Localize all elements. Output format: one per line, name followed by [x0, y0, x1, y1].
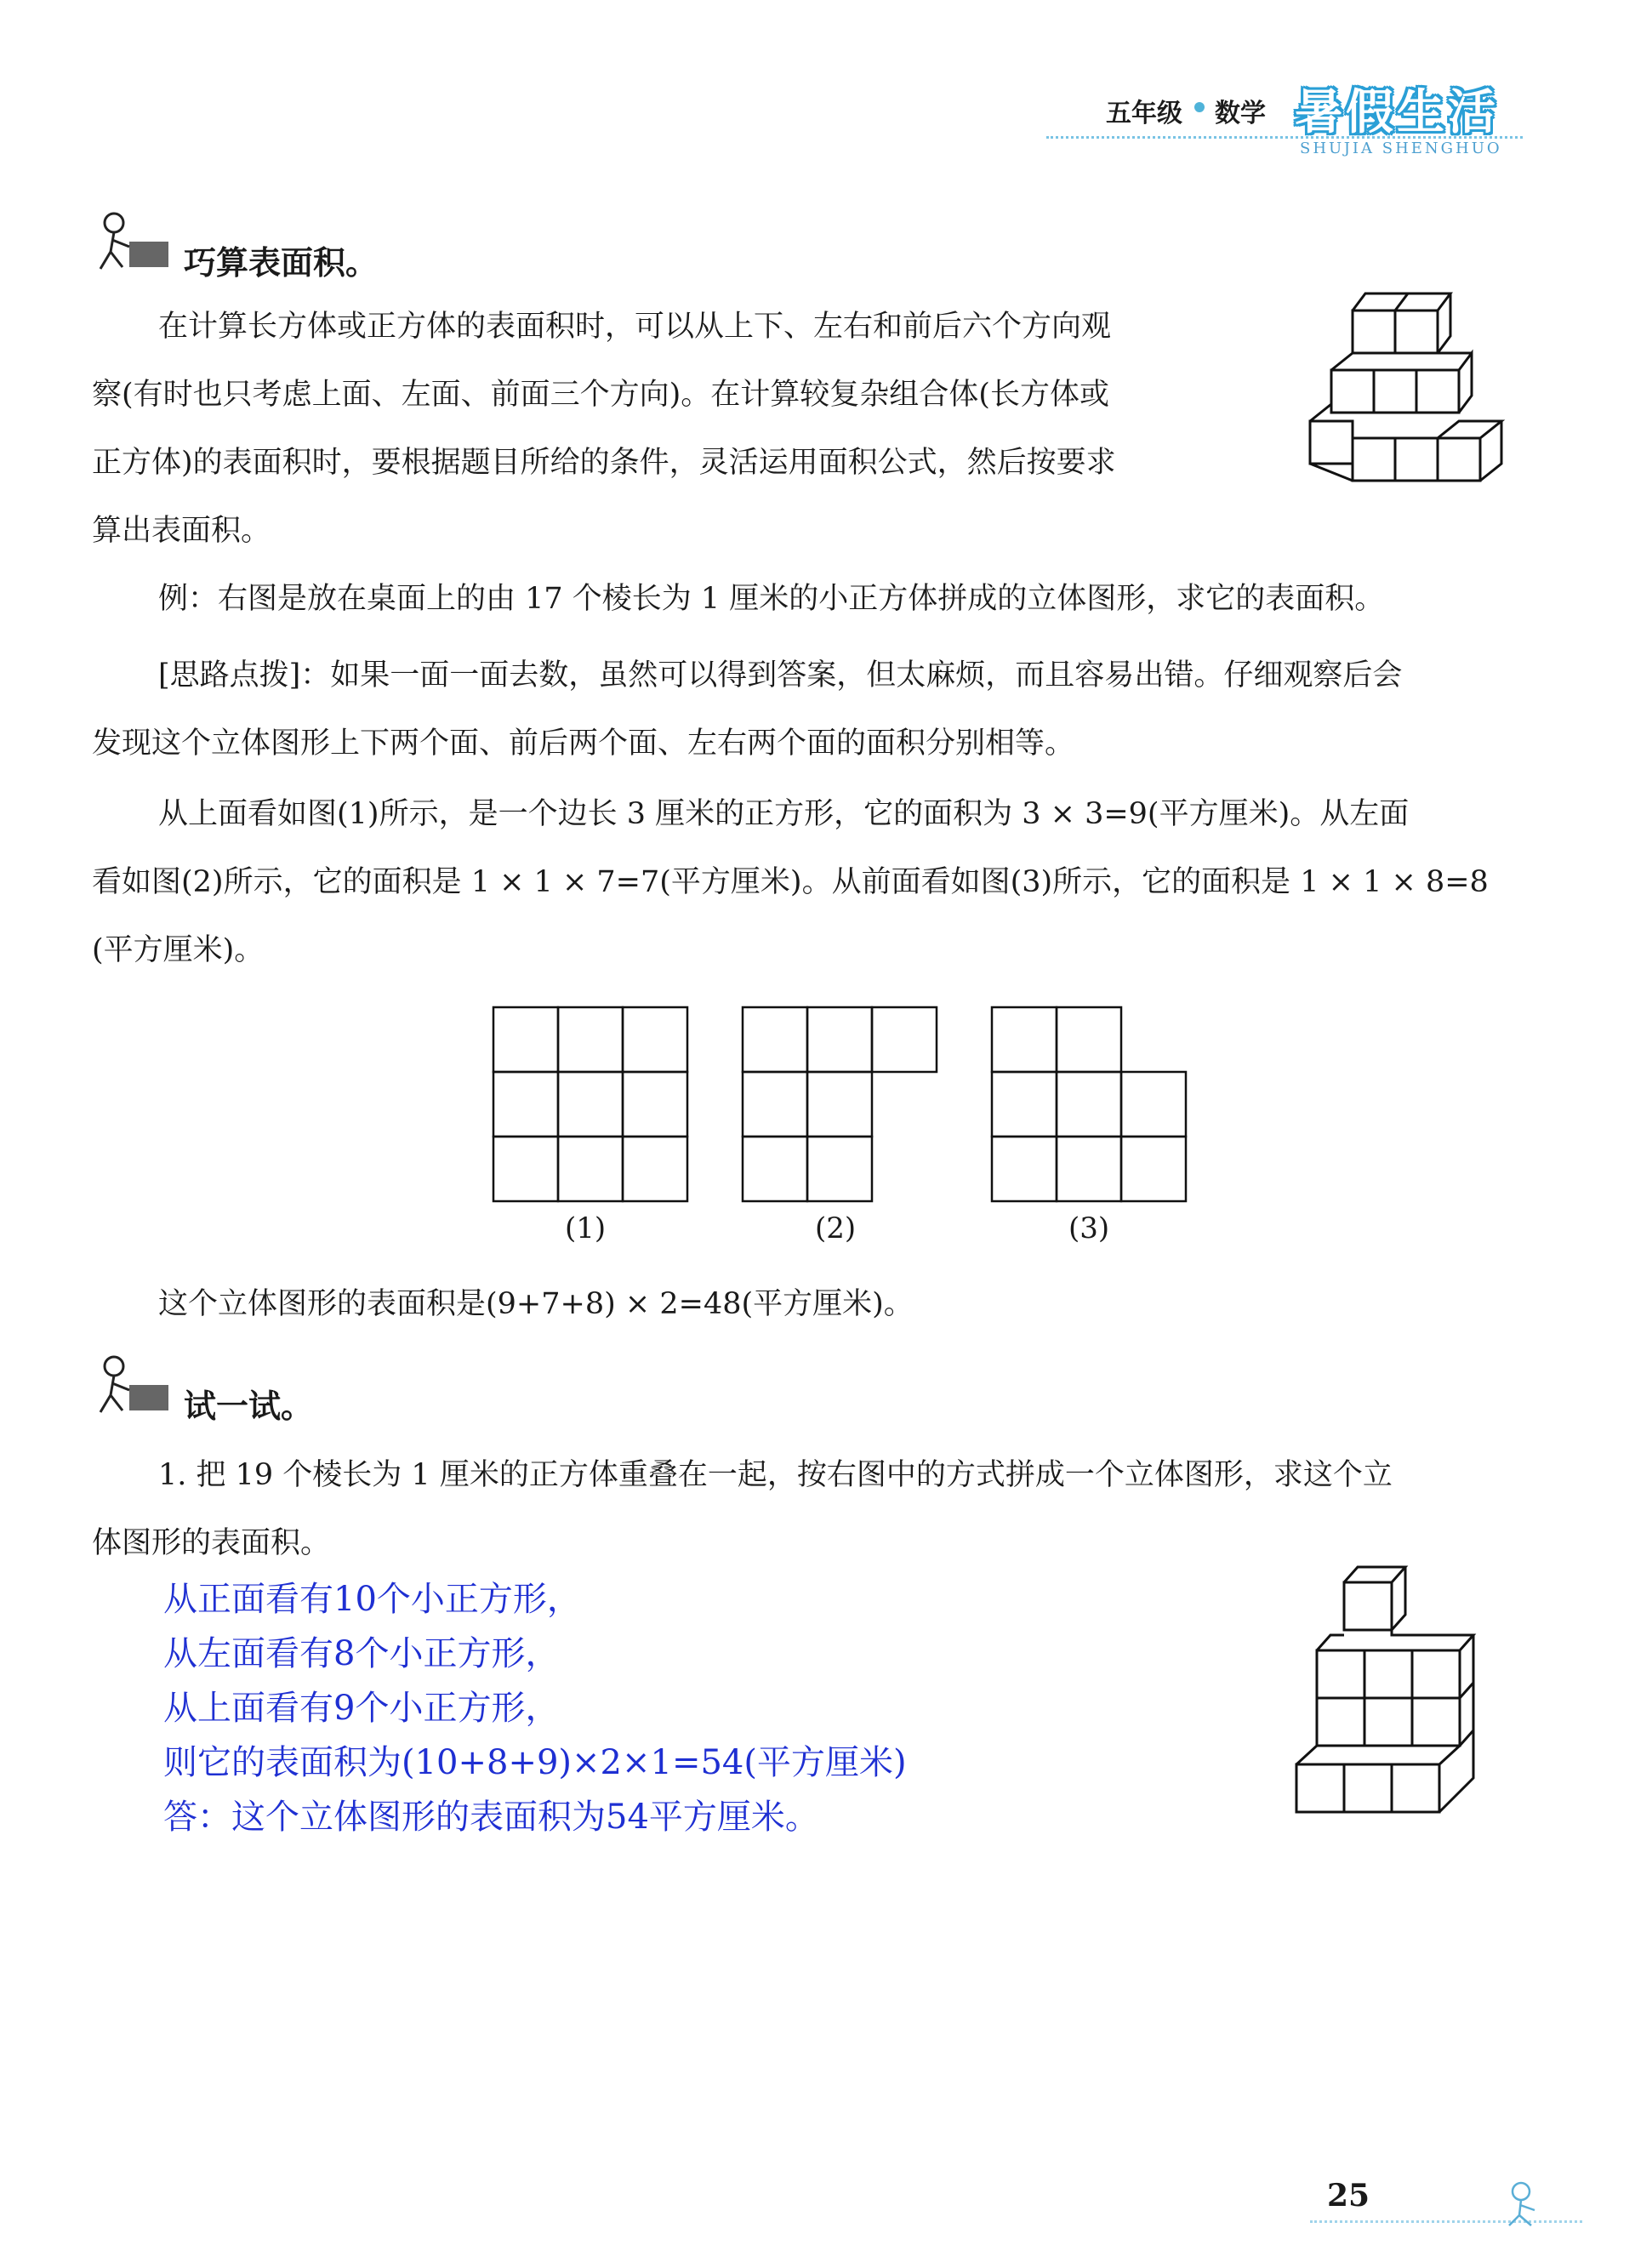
hint-line-2: 发现这个立体图形上下两个面、前后两个面、左右两个面的面积分别相等。: [92, 727, 1075, 761]
explain-line-1: 从上面看如图(1)所示，是一个边长 3 厘米的正方形，它的面积为 3 × 3=9(平方厘米)。从左面: [158, 797, 1410, 831]
figure-label-3: (3): [1068, 1211, 1110, 1245]
answer-line-2: 从左面看有8个小正方形，: [163, 1634, 560, 1673]
view-grids: [492, 1006, 1189, 1210]
grid-left-view: [743, 1007, 937, 1201]
hint-line-1: [思路点拨]：如果一面一面去数，虽然可以得到答案，但太麻烦，而且容易出错。仔细观察后会: [158, 658, 1403, 692]
header-brand-logo: 暑假生活: [1295, 85, 1499, 140]
question-line-2: 体图形的表面积。: [92, 1526, 331, 1560]
header-dot: [1194, 102, 1205, 112]
header-divider: [1046, 136, 1523, 139]
figure-label-2: (2): [815, 1211, 857, 1245]
intro-line-1: 在计算长方体或正方体的表面积时，可以从上下、左右和前后六个方向观: [158, 310, 1112, 344]
intro-line-2: 察(有时也只考虑上面、左面、前面三个方向)。在计算较复杂组合体(长方体或: [92, 378, 1109, 412]
question-line-1: 1. 把 19 个棱长为 1 厘米的正方体重叠在一起，按右图中的方式拼成一个立体图形，求这个立: [158, 1458, 1393, 1492]
header-grade: 五年级: [1106, 99, 1182, 128]
intro-line-4: 算出表面积。: [92, 514, 271, 548]
answer-line-1: 从正面看有10个小正方形，: [163, 1580, 581, 1619]
section-title-surface-area: 巧算表面积。: [184, 244, 379, 282]
header-pinyin: SHUJIA SHENGHUO: [1300, 140, 1502, 157]
figure-label-1: (1): [565, 1211, 607, 1245]
grid-front-view: [992, 1007, 1186, 1201]
page-number: 25: [1327, 2178, 1370, 2214]
explain-line-2: 看如图(2)所示，它的面积是 1 × 1 × 7=7(平方厘米)。从前面看如图(3)所示，它的面积是 1 × 1 × 8=8: [92, 865, 1489, 899]
pushing-kid-icon: [88, 211, 170, 276]
answer-line-5: 答：这个立体图形的表面积为54平方厘米。: [163, 1798, 819, 1837]
header-subject: 数学: [1215, 99, 1266, 128]
intro-line-3: 正方体)的表面积时，要根据题目所给的条件，灵活运用面积公式，然后按要求: [92, 446, 1116, 480]
answer-line-4: 则它的表面积为(10+8+9)×2×1=54(平方厘米): [163, 1743, 907, 1782]
footer-kid-icon: [1497, 2178, 1565, 2229]
explain-line-3: (平方厘米)。: [92, 933, 265, 967]
grid-top-view: [493, 1007, 687, 1201]
result-text: 这个立体图形的表面积是(9+7+8) × 2=48(平方厘米)。: [158, 1287, 914, 1321]
example-text: 例：右图是放在桌面上的由 17 个棱长为 1 厘米的小正方体拼成的立体图形，求它的表面积。: [158, 582, 1385, 616]
cube-stack-figure-example: [1302, 285, 1523, 515]
pushing-kid-icon: [88, 1354, 170, 1419]
answer-line-3: 从上面看有9个小正方形，: [163, 1689, 560, 1728]
section-title-try-it: 试一试。: [184, 1388, 314, 1425]
cube-stack-figure-exercise: [1293, 1557, 1514, 1829]
